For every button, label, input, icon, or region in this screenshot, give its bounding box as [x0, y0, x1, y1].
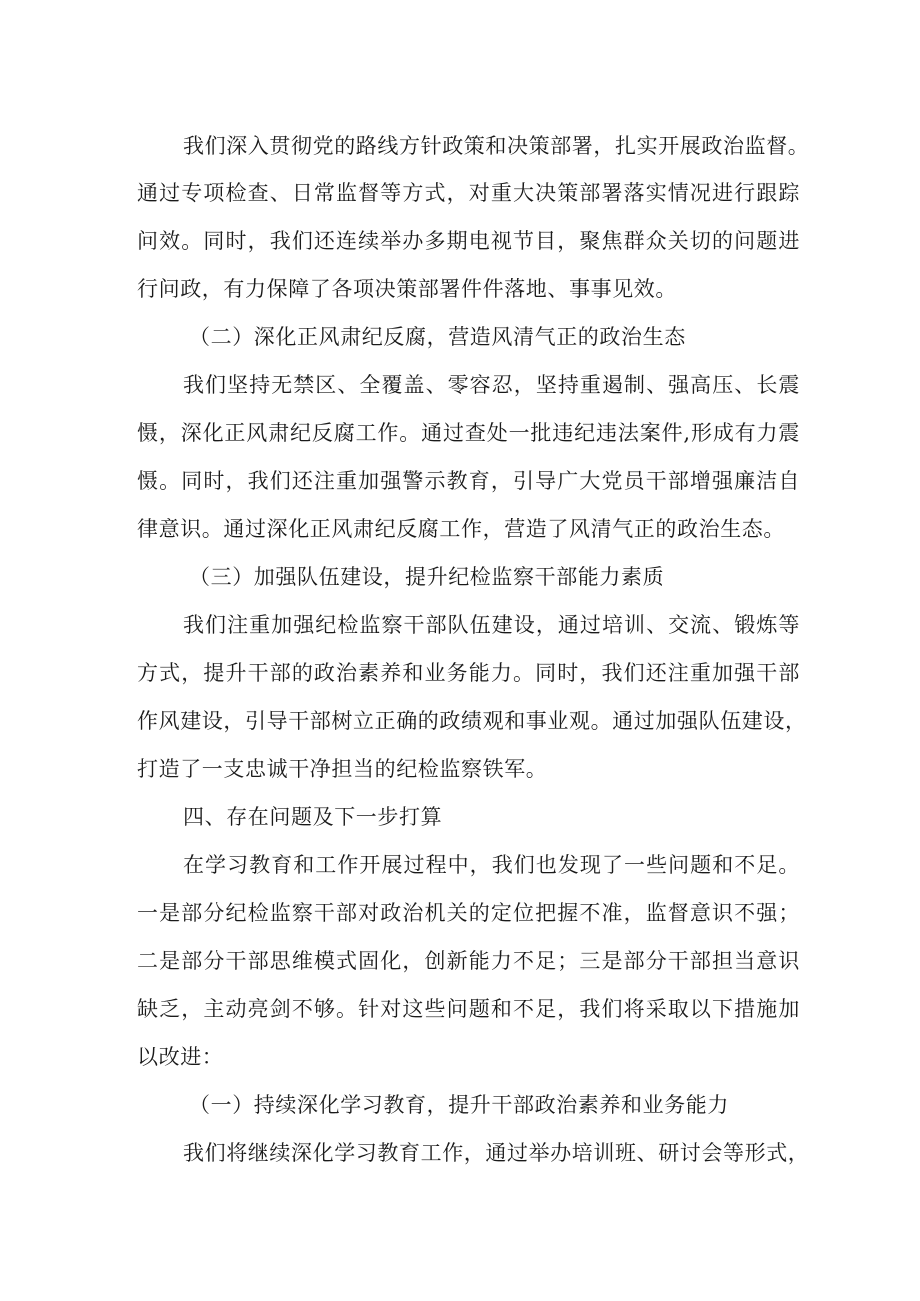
- chapter-heading: 四、存在问题及下一步打算: [183, 805, 443, 829]
- section-heading: （二）深化正风肃纪反腐，营造风清气正的政治生态: [189, 325, 686, 349]
- paragraph-line: 一是部分纪检监察干部对政治机关的定位把握不准，监督意识不强；: [137, 901, 800, 925]
- paragraph-line: 以改进：: [137, 1045, 224, 1069]
- paragraph-line: 行问政，有力保障了各项决策部署件件落地、事事见效。: [137, 277, 677, 301]
- section-heading: （一）持续深化学习教育，提升干部政治素养和业务能力: [189, 1093, 729, 1117]
- paragraph-line: 我们注重加强纪检监察干部队伍建设，通过培训、交流、锻炼等: [183, 613, 800, 637]
- paragraph-line: 二是部分干部思维模式固化，创新能力不足；三是部分干部担当意识: [137, 949, 800, 973]
- paragraph-line: 作风建设，引导干部树立正确的政绩观和事业观。通过加强队伍建设，: [137, 709, 807, 733]
- paragraph-line: 在学习教育和工作开展过程中，我们也发现了一些问题和不足。: [183, 853, 800, 877]
- paragraph-line: 缺乏，主动亮剑不够。针对这些问题和不足，我们将采取以下措施加: [137, 997, 800, 1021]
- paragraph-line: 慑。同时，我们还注重加强警示教育，引导广大党员干部增强廉洁自: [137, 469, 800, 493]
- paragraph-line: 方式，提升干部的政治素养和业务能力。同时，我们还注重加强干部: [137, 661, 800, 685]
- paragraph-line: 我们坚持无禁区、全覆盖、零容忍，坚持重遏制、强高压、长震: [183, 373, 800, 397]
- paragraph-line: 慑，深化正风肃纪反腐工作。通过查处一批违纪违法案件,形成有力震: [137, 421, 800, 445]
- paragraph-line: 律意识。通过深化正风肃纪反腐工作，营造了风清气正的政治生态。: [137, 517, 785, 541]
- paragraph-line: 我们将继续深化学习教育工作，通过举办培训班、研讨会等形式，: [183, 1141, 810, 1165]
- section-heading: （三）加强队伍建设，提升纪检监察干部能力素质: [189, 565, 665, 589]
- paragraph-line: 打造了一支忠诚干净担当的纪检监察铁军。: [137, 757, 548, 781]
- paragraph-line: 通过专项检查、日常监督等方式，对重大决策部署落实情况进行跟踪: [137, 181, 800, 205]
- paragraph-line: 问效。同时，我们还连续举办多期电视节目，聚焦群众关切的问题进: [137, 229, 800, 253]
- paragraph-line: 我们深入贯彻党的路线方针政策和决策部署，扎实开展政治监督。: [183, 134, 810, 158]
